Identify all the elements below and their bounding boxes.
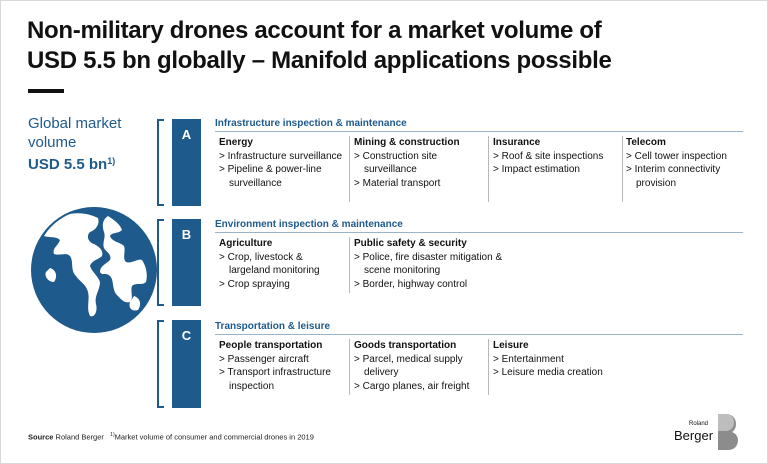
section-c-col-goods	[354, 339, 484, 393]
section-c-rule	[215, 334, 743, 335]
logo-text-small: Roland	[689, 421, 709, 427]
source-label: Source	[28, 432, 54, 442]
section-a-bracket	[157, 119, 164, 206]
column-head: Mining & construction	[354, 137, 460, 148]
page-title	[27, 16, 727, 76]
source-text: Roland Berger	[55, 432, 104, 442]
footer-source-note	[28, 432, 314, 442]
section-a-badge: A	[172, 119, 201, 206]
section-a-col-insurance	[493, 136, 621, 177]
market-volume-label	[28, 114, 163, 174]
bullet: > Police, fire disaster mitigation & scene monitoring	[354, 251, 503, 276]
section-b-col-agriculture	[219, 237, 345, 291]
column-divider	[349, 237, 350, 293]
bullet: > Material transport	[354, 177, 441, 189]
market-line-2: volume	[28, 134, 77, 151]
section-b-col-public-safety	[354, 237, 514, 291]
section-a-col-mining	[354, 136, 484, 190]
bullet: > Border, highway control	[354, 278, 468, 290]
section-b-badge: B	[172, 219, 201, 306]
globe-icon	[30, 206, 158, 334]
bullet: > Parcel, medical supply delivery	[354, 353, 463, 378]
column-divider	[488, 339, 489, 395]
note-marker: 1)	[110, 432, 115, 438]
column-head: People transportation	[219, 340, 323, 351]
section-a-col-energy	[219, 136, 345, 190]
market-footnote-marker: 1)	[107, 156, 116, 166]
bullet: > Crop, livestock & largeland monitoring	[219, 251, 320, 276]
section-b-title: Environment inspection & maintenance	[215, 219, 403, 230]
bullet: > Cargo planes, air freight	[354, 380, 470, 392]
bullet: > Roof & site inspections	[493, 150, 604, 162]
column-head: Goods transportation	[354, 340, 457, 351]
section-c-bracket	[157, 320, 164, 408]
title-line-1: Non-military drones account for a market volume of	[27, 17, 602, 44]
section-c-col-leisure	[493, 339, 621, 380]
section-b-bracket	[157, 219, 164, 306]
note-text: Market volume of consumer and commercial drones in 2019	[114, 432, 314, 442]
bullet: > Leisure media creation	[493, 367, 603, 378]
title-line-2: USD 5.5 bn globally – Manifold applications possible	[27, 47, 612, 74]
bullet: > Construction site surveillance	[354, 150, 438, 175]
column-head: Telecom	[626, 137, 666, 148]
logo-text-big: Berger	[674, 428, 714, 443]
column-head: Agriculture	[219, 238, 273, 249]
bullet: > Passenger aircraft	[219, 353, 309, 365]
section-b-rule	[215, 232, 743, 233]
bullet: > Interim connectivity provision	[626, 164, 721, 189]
bullet: > Transport infrastructure inspection	[219, 367, 331, 392]
section-a-col-telecom	[626, 136, 752, 190]
bullet: > Cell tower inspection	[626, 150, 727, 162]
column-head: Energy	[219, 137, 253, 148]
section-c-col-people	[219, 339, 345, 393]
bullet: > Entertainment	[493, 353, 564, 365]
column-head: Insurance	[493, 137, 541, 148]
section-c-badge: C	[172, 320, 201, 408]
bullet: > Pipeline & power-line surveillance	[219, 164, 322, 189]
section-a-rule	[215, 131, 743, 132]
column-divider	[349, 339, 350, 395]
market-value-text: USD 5.5 bn	[28, 156, 108, 173]
bullet: > Infrastructure surveillance	[219, 150, 343, 162]
column-divider	[488, 136, 489, 202]
column-divider	[622, 136, 623, 202]
market-value	[28, 152, 163, 174]
title-underline	[28, 89, 64, 93]
market-line-1: Global market	[28, 115, 122, 132]
column-divider	[349, 136, 350, 202]
column-head: Public safety & security	[354, 238, 467, 249]
bullet: > Impact estimation	[493, 164, 580, 175]
column-head: Leisure	[493, 340, 529, 351]
bullet: > Crop spraying	[219, 278, 290, 290]
section-c-title: Transportation & leisure	[215, 321, 331, 332]
section-a-title: Infrastructure inspection & maintenance	[215, 118, 407, 129]
